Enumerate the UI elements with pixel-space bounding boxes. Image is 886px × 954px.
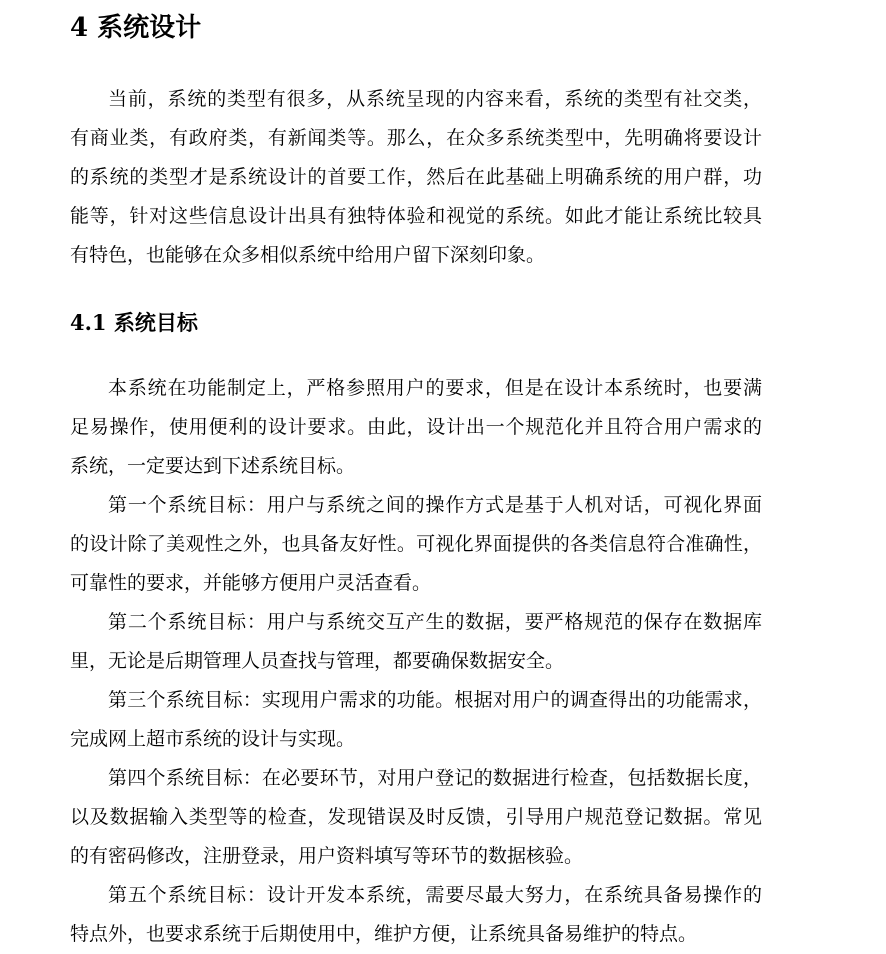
paragraph xyxy=(70,681,762,759)
intro-paragraph xyxy=(70,80,762,275)
text-line: 系统，一定要达到下述系统目标。 xyxy=(70,455,356,477)
text-line: 第三个系统目标：实现用户需求的功能。根据对用户的调查得出的功能需求， xyxy=(108,689,762,711)
text-line: 完成网上超市系统的设计与实现。 xyxy=(70,728,356,750)
text-line: 第五个系统目标：设计开发本系统，需要尽最大努力，在系统具备易操作的 xyxy=(108,884,762,906)
text-line: 足易操作，使用便利的设计要求。由此，设计出一个规范化并且符合用户需求的 xyxy=(70,416,762,438)
text-line: 第四个系统目标：在必要环节，对用户登记的数据进行检查，包括数据长度， xyxy=(108,767,762,789)
text-line: 的有密码修改，注册登录，用户资料填写等环节的数据核验。 xyxy=(70,845,584,867)
text-line: 可靠性的要求，并能够方便用户灵活查看。 xyxy=(70,572,432,594)
paragraph xyxy=(70,603,762,681)
section-title: 4.1 系统目标 xyxy=(70,310,198,335)
text-line: 第一个系统目标：用户与系统之间的操作方式是基于人机对话，可视化界面 xyxy=(108,494,762,516)
paragraph xyxy=(70,876,762,954)
text-line: 有特色，也能够在众多相似系统中给用户留下深刻印象。 xyxy=(70,244,546,266)
paragraph xyxy=(70,759,762,876)
text-line: 当前，系统的类型有很多，从系统呈现的内容来看，系统的类型有社交类， xyxy=(108,88,762,110)
text-line: 特点外，也要求系统于后期使用中，维护方便，让系统具备易维护的特点。 xyxy=(70,923,698,945)
text-line: 的设计除了美观性之外，也具备友好性。可视化界面提供的各类信息符合准确性， xyxy=(70,533,762,555)
text-line: 本系统在功能制定上，严格参照用户的要求，但是在设计本系统时，也要满 xyxy=(108,377,762,399)
chapter-title: 4 系统设计 xyxy=(70,13,202,43)
text-line: 里，无论是后期管理人员查找与管理，都要确保数据安全。 xyxy=(70,650,565,672)
paragraph xyxy=(70,369,762,486)
text-line: 第二个系统目标：用户与系统交互产生的数据，要严格规范的保存在数据库 xyxy=(108,611,762,633)
text-line: 有商业类，有政府类，有新闻类等。那么，在众多系统类型中，先明确将要设计 xyxy=(70,127,762,149)
paragraph xyxy=(70,486,762,603)
text-line: 的系统的类型才是系统设计的首要工作，然后在此基础上明确系统的用户群，功 xyxy=(70,166,762,188)
text-line: 以及数据输入类型等的检查，发现错误及时反馈，引导用户规范登记数据。常见 xyxy=(70,806,762,828)
section-body xyxy=(70,369,762,954)
text-line: 能等，针对这些信息设计出具有独特体验和视觉的系统。如此才能让系统比较具 xyxy=(70,205,762,227)
